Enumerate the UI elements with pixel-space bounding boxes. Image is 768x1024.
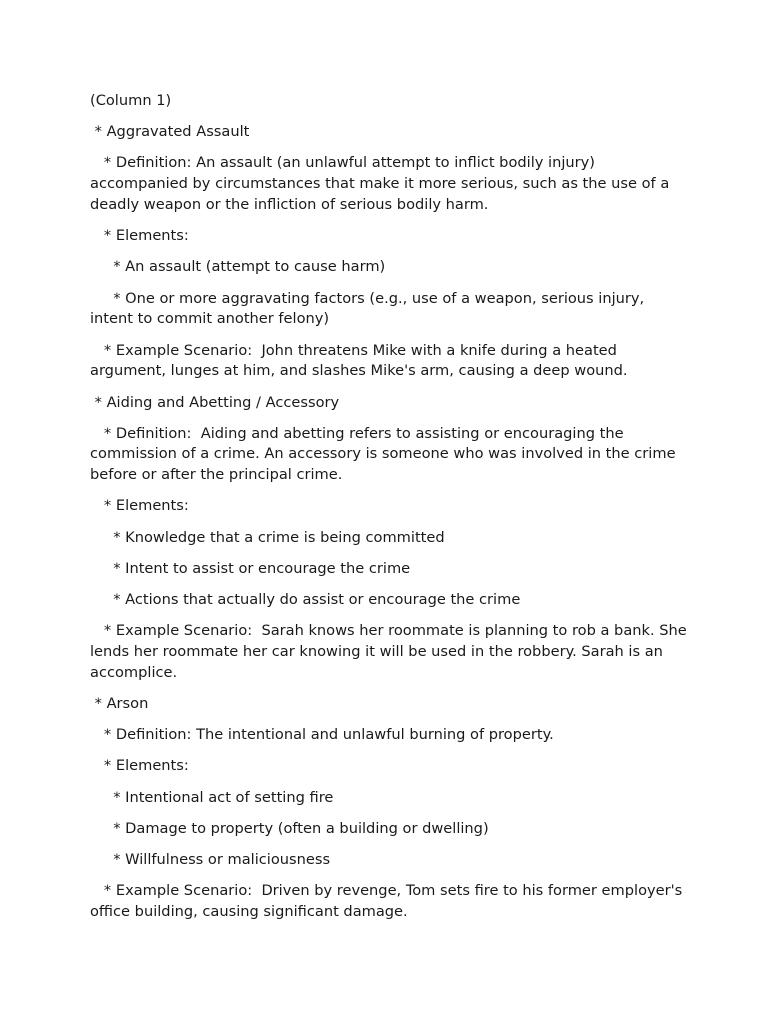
arson-element: * Willfulness or maliciousness — [90, 850, 331, 868]
arson-element: * Intentional act of setting fire — [90, 788, 334, 806]
aiding-abetting-example: * Example Scenario: Sarah knows her roommate is planning to rob a bank. She lends her roommate her car knowing it will be used in the robbery. Sarah is an accomplice. — [90, 622, 692, 681]
arson-definition: * Definition: The intentional and unlawful burning of property. — [90, 726, 554, 744]
document-page — [90, 91, 690, 933]
topic-aggravated-assault: * Aggravated Assault — [90, 123, 250, 141]
aggravated-assault-element: * One or more aggravating factors (e.g., use of a weapon, serious injury, intent to commit another felony) — [90, 289, 649, 328]
arson-element: * Damage to property (often a building or dwelling) — [90, 819, 489, 837]
arson-elements-heading: * Elements: — [90, 757, 189, 775]
aiding-abetting-element: * Knowledge that a crime is being committed — [90, 528, 445, 546]
aggravated-assault-element: * An assault (attempt to cause harm) — [90, 258, 386, 276]
aggravated-assault-definition: * Definition: An assault (an unlawful attempt to inflict bodily injury) accompanied by circumstances that make it more serious, such as the use of a deadly weapon or the infliction of serious bodily harm. — [90, 154, 674, 213]
column-heading: (Column 1) — [90, 92, 172, 109]
aiding-abetting-elements-heading: * Elements: — [90, 497, 189, 515]
aiding-abetting-element: * Actions that actually do assist or encourage the crime — [90, 591, 521, 609]
topic-arson: * Arson — [90, 695, 149, 712]
aggravated-assault-example: * Example Scenario: John threatens Mike with a knife during a heated argument, lunges at him, and slashes Mike's arm, causing a deep wound. — [90, 341, 628, 380]
arson-example: * Example Scenario: Driven by revenge, Tom sets fire to his former employer's office building, causing significant damage. — [90, 882, 687, 920]
topic-aiding-abetting: * Aiding and Abetting / Accessory — [90, 393, 340, 411]
aggravated-assault-elements-heading: * Elements: — [90, 227, 189, 245]
aiding-abetting-definition: * Definition: Aiding and abetting refers to assisting or encouraging the commission of a crime. An accessory is someone who was involved in the crime before or after the principal crime. — [90, 424, 681, 484]
aiding-abetting-element: * Intent to assist or encourage the crime — [90, 559, 411, 577]
